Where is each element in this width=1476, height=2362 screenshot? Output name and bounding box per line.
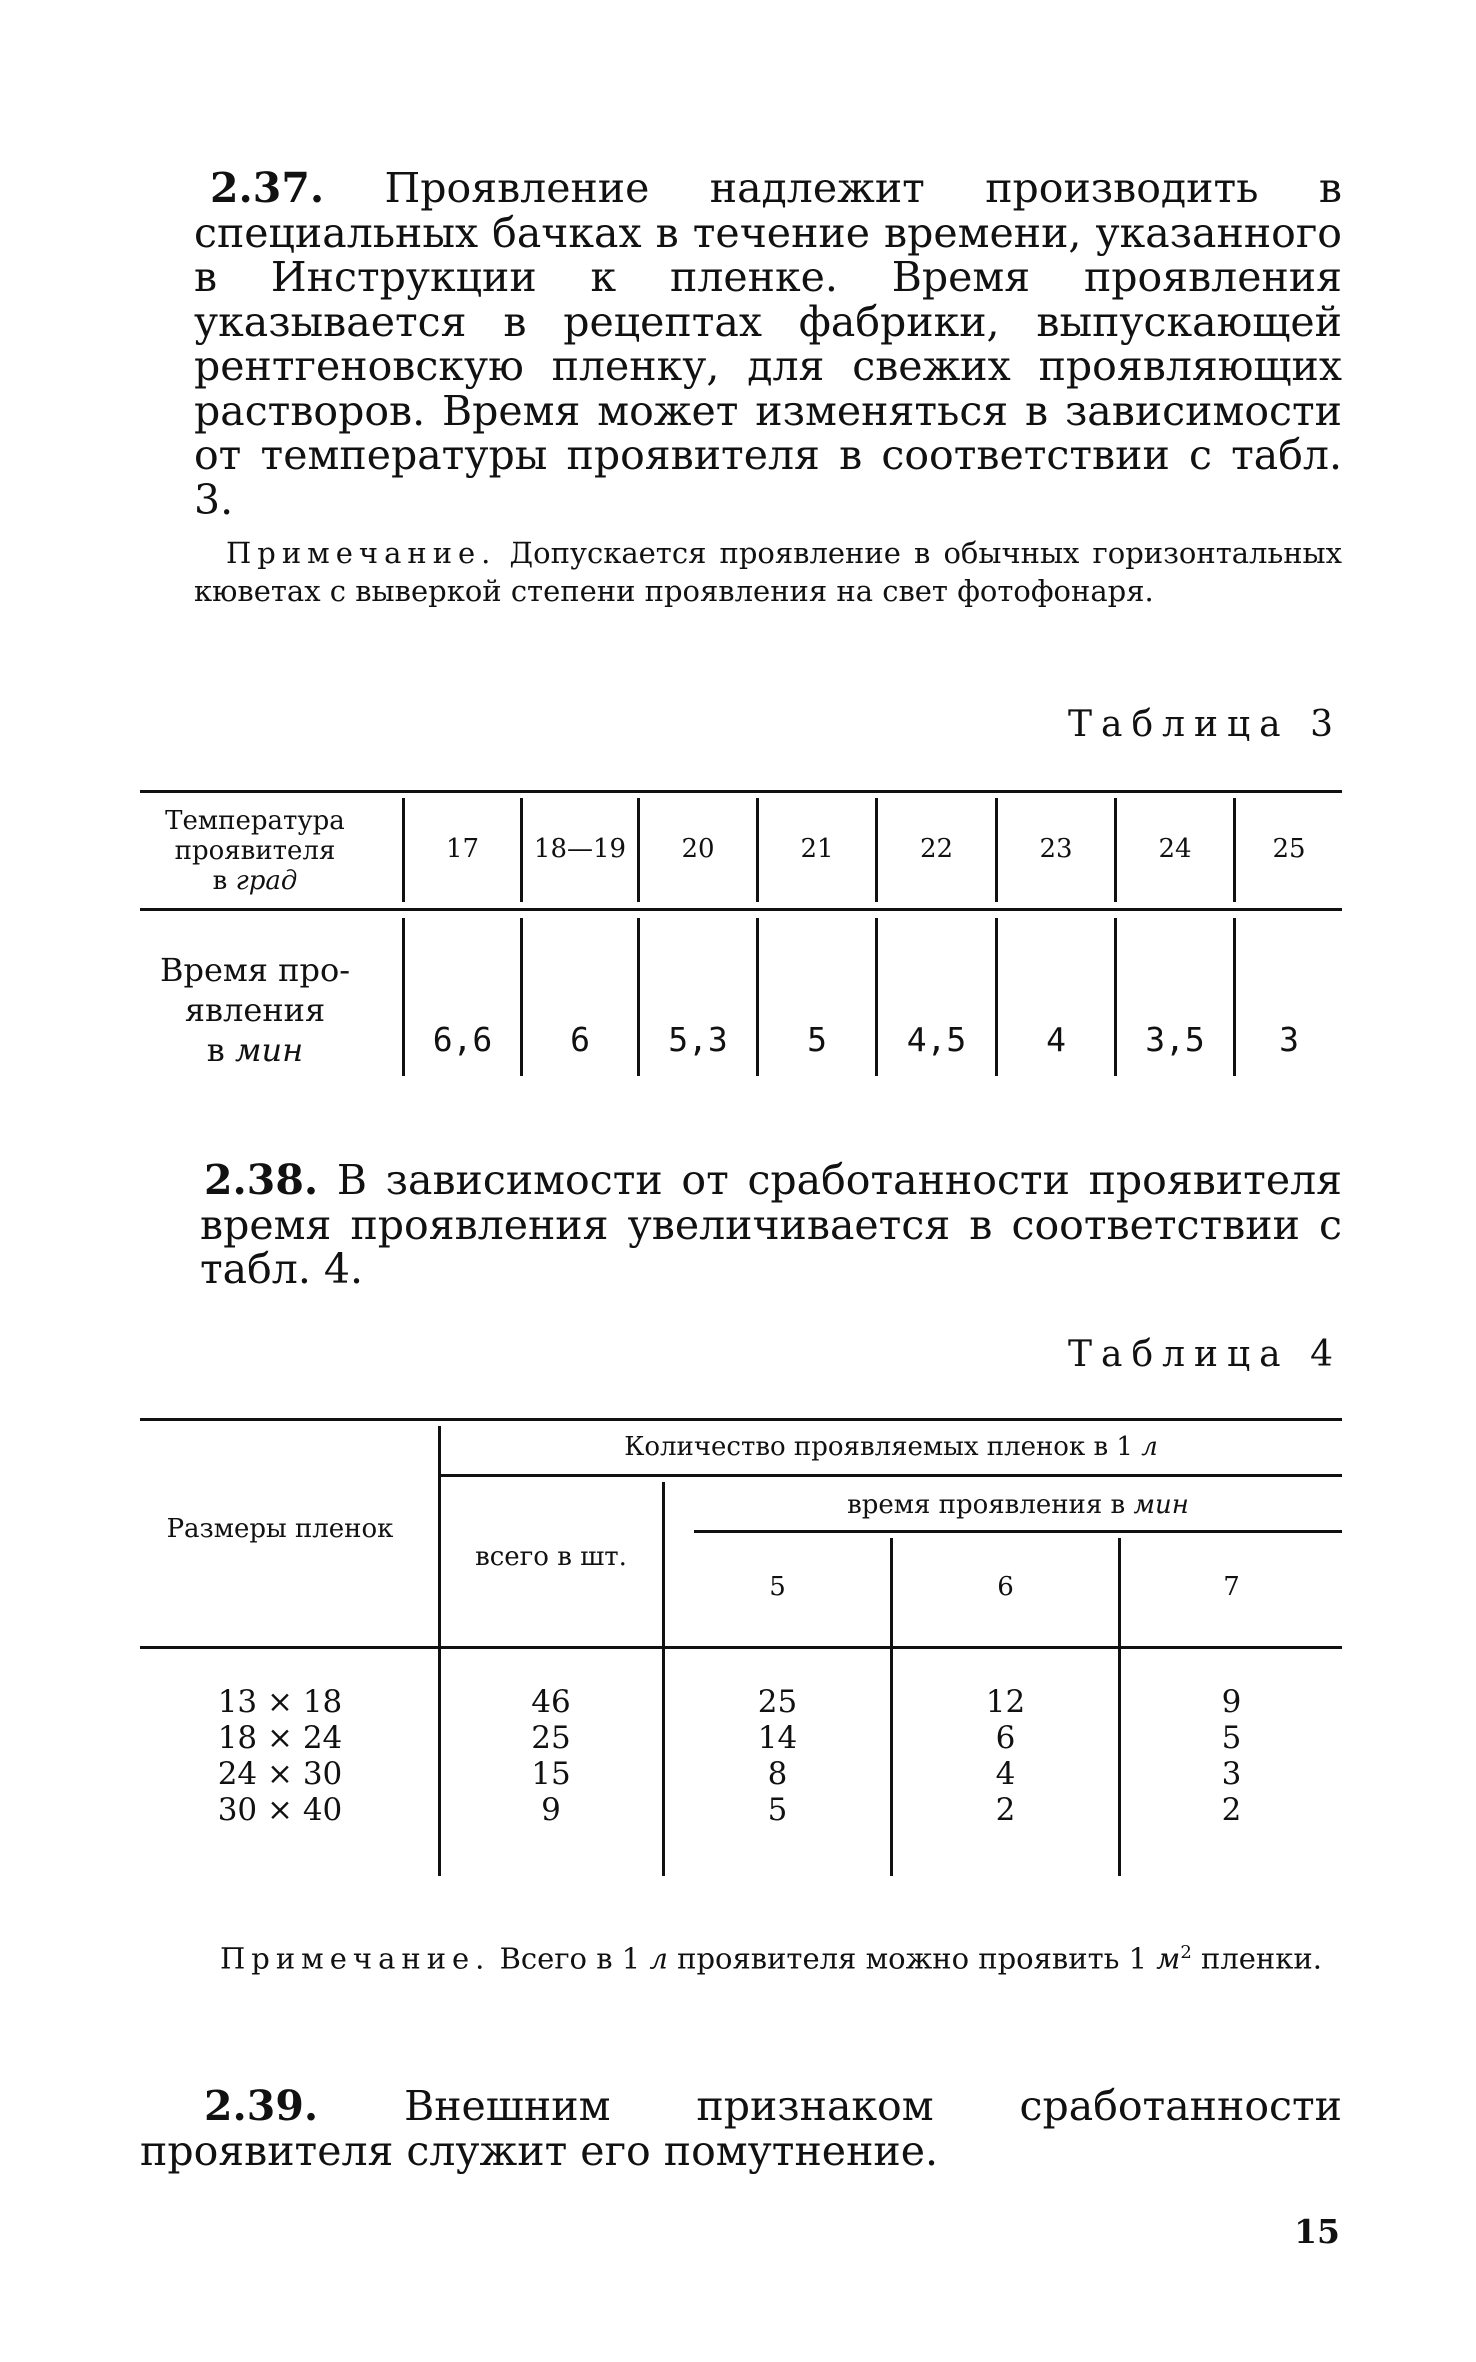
total-cell: 25 [531,1720,571,1756]
sizes-column [140,1684,420,1828]
time-cell: 5,3 [668,1020,728,1059]
total-header: всего в шт. [475,1542,627,1572]
section-number: 2.37. [210,164,325,212]
time-cell: 4 [1046,1020,1066,1059]
temperature-cell: 23 [1039,834,1073,864]
table-3-caption: Таблица 3 [1068,704,1342,745]
table-rule [440,1474,1342,1477]
section-number: 2.38. [204,1156,319,1204]
note-1 [194,534,1342,610]
time-6-column [893,1684,1118,1828]
time-cell: 6 [570,1020,590,1059]
table-rule [140,908,1342,911]
time-cell: 3 [1279,1020,1299,1059]
table-rule [140,1646,1342,1649]
paragraph-text: В зависимости от сработанности проявителя время проявления увеличивается в соответствии с табл. 4. [200,1156,1342,1293]
temperature-row-label: Температура проявителя в град [165,806,345,896]
temperature-cell: 22 [919,834,954,864]
note-text: Допускается проявление в обычных горизонтальных кюветах с выверкой степени проявления на свет фотофонаря. [194,536,1342,608]
count-cell: 5 [767,1792,788,1828]
count-cell: 25 [757,1684,798,1720]
paragraph-2-39 [140,2084,1342,2173]
note-label: Примечание. [220,1941,491,1976]
time-col-header: 6 [997,1572,1014,1602]
time-cell: 5 [807,1020,827,1059]
temperature-cell: 17 [445,834,480,864]
count-cell: 5 [1221,1720,1242,1756]
page-number: 15 [1294,2212,1340,2251]
time-cell: 4,5 [906,1020,967,1059]
time-col-header: 7 [1223,1572,1240,1602]
total-cell: 46 [531,1684,571,1720]
count-cell: 9 [1221,1684,1242,1720]
temperature-cell: 24 [1158,834,1192,864]
size-cell: 18 × 24 [217,1720,343,1756]
totals-column [440,1684,662,1828]
count-cell: 2 [995,1792,1016,1828]
count-cell: 6 [995,1720,1016,1756]
temperature-cell: 18—19 [533,834,627,864]
table-rule [694,1530,1342,1533]
temperature-cell: 21 [800,834,834,864]
time-col-header: 5 [769,1572,786,1602]
total-cell: 9 [541,1792,561,1828]
temperature-cell: 20 [681,834,715,864]
table-rule [140,1418,1342,1421]
paragraph-2-37 [194,166,1342,522]
table-4 [140,1418,1342,1878]
count-cell: 14 [757,1720,798,1756]
time-5-column [665,1684,890,1828]
note-label: Примечание. [226,536,497,570]
size-cell: 30 × 40 [217,1792,343,1828]
time-row-label: Время про- явления в мин [159,951,351,1069]
count-cell: 8 [767,1756,788,1792]
paragraph-2-38 [200,1158,1342,1292]
sizes-header: Размеры пленок [166,1514,394,1544]
note-2: Примечание. Всего в 1 л проявителя можно проявить 1 $м^2$ пленки. [220,1941,1322,1976]
size-cell: 24 × 30 [217,1756,343,1792]
total-cell: 15 [531,1756,571,1792]
temperature-cell: 25 [1272,834,1306,864]
count-cell: 4 [995,1756,1016,1792]
time-header: время проявления в мин [847,1490,1189,1520]
table-rule [140,790,1342,793]
count-cell: 12 [985,1684,1026,1720]
quantity-header: Количество проявляемых пленок в 1 л [624,1432,1158,1462]
time-7-column [1121,1684,1342,1828]
paragraph-text: Проявление надлежит производить в специальных бачках в течение времени, указанного в Инструкции к пленке. Время проявления указывается в рецептах фабрики, выпускающей рентгеновскую пленку, для свежих проявляющих растворов. Время может изменяться в зависимости от температуры проявителя в соответствии с табл. 3. [194,164,1342,524]
table-4-caption: Таблица 4 [1068,1334,1342,1375]
section-number: 2.39. [204,2082,319,2130]
count-cell: 3 [1221,1756,1242,1792]
count-cell: 2 [1221,1792,1242,1828]
time-cell: 6,6 [432,1020,493,1059]
paragraph-text: Внешним признаком сработанности проявителя служит его помутнение. [140,2082,1342,2175]
table-3 [140,790,1342,1080]
time-cell: 3,5 [1145,1020,1205,1059]
size-cell: 13 × 18 [217,1684,343,1720]
